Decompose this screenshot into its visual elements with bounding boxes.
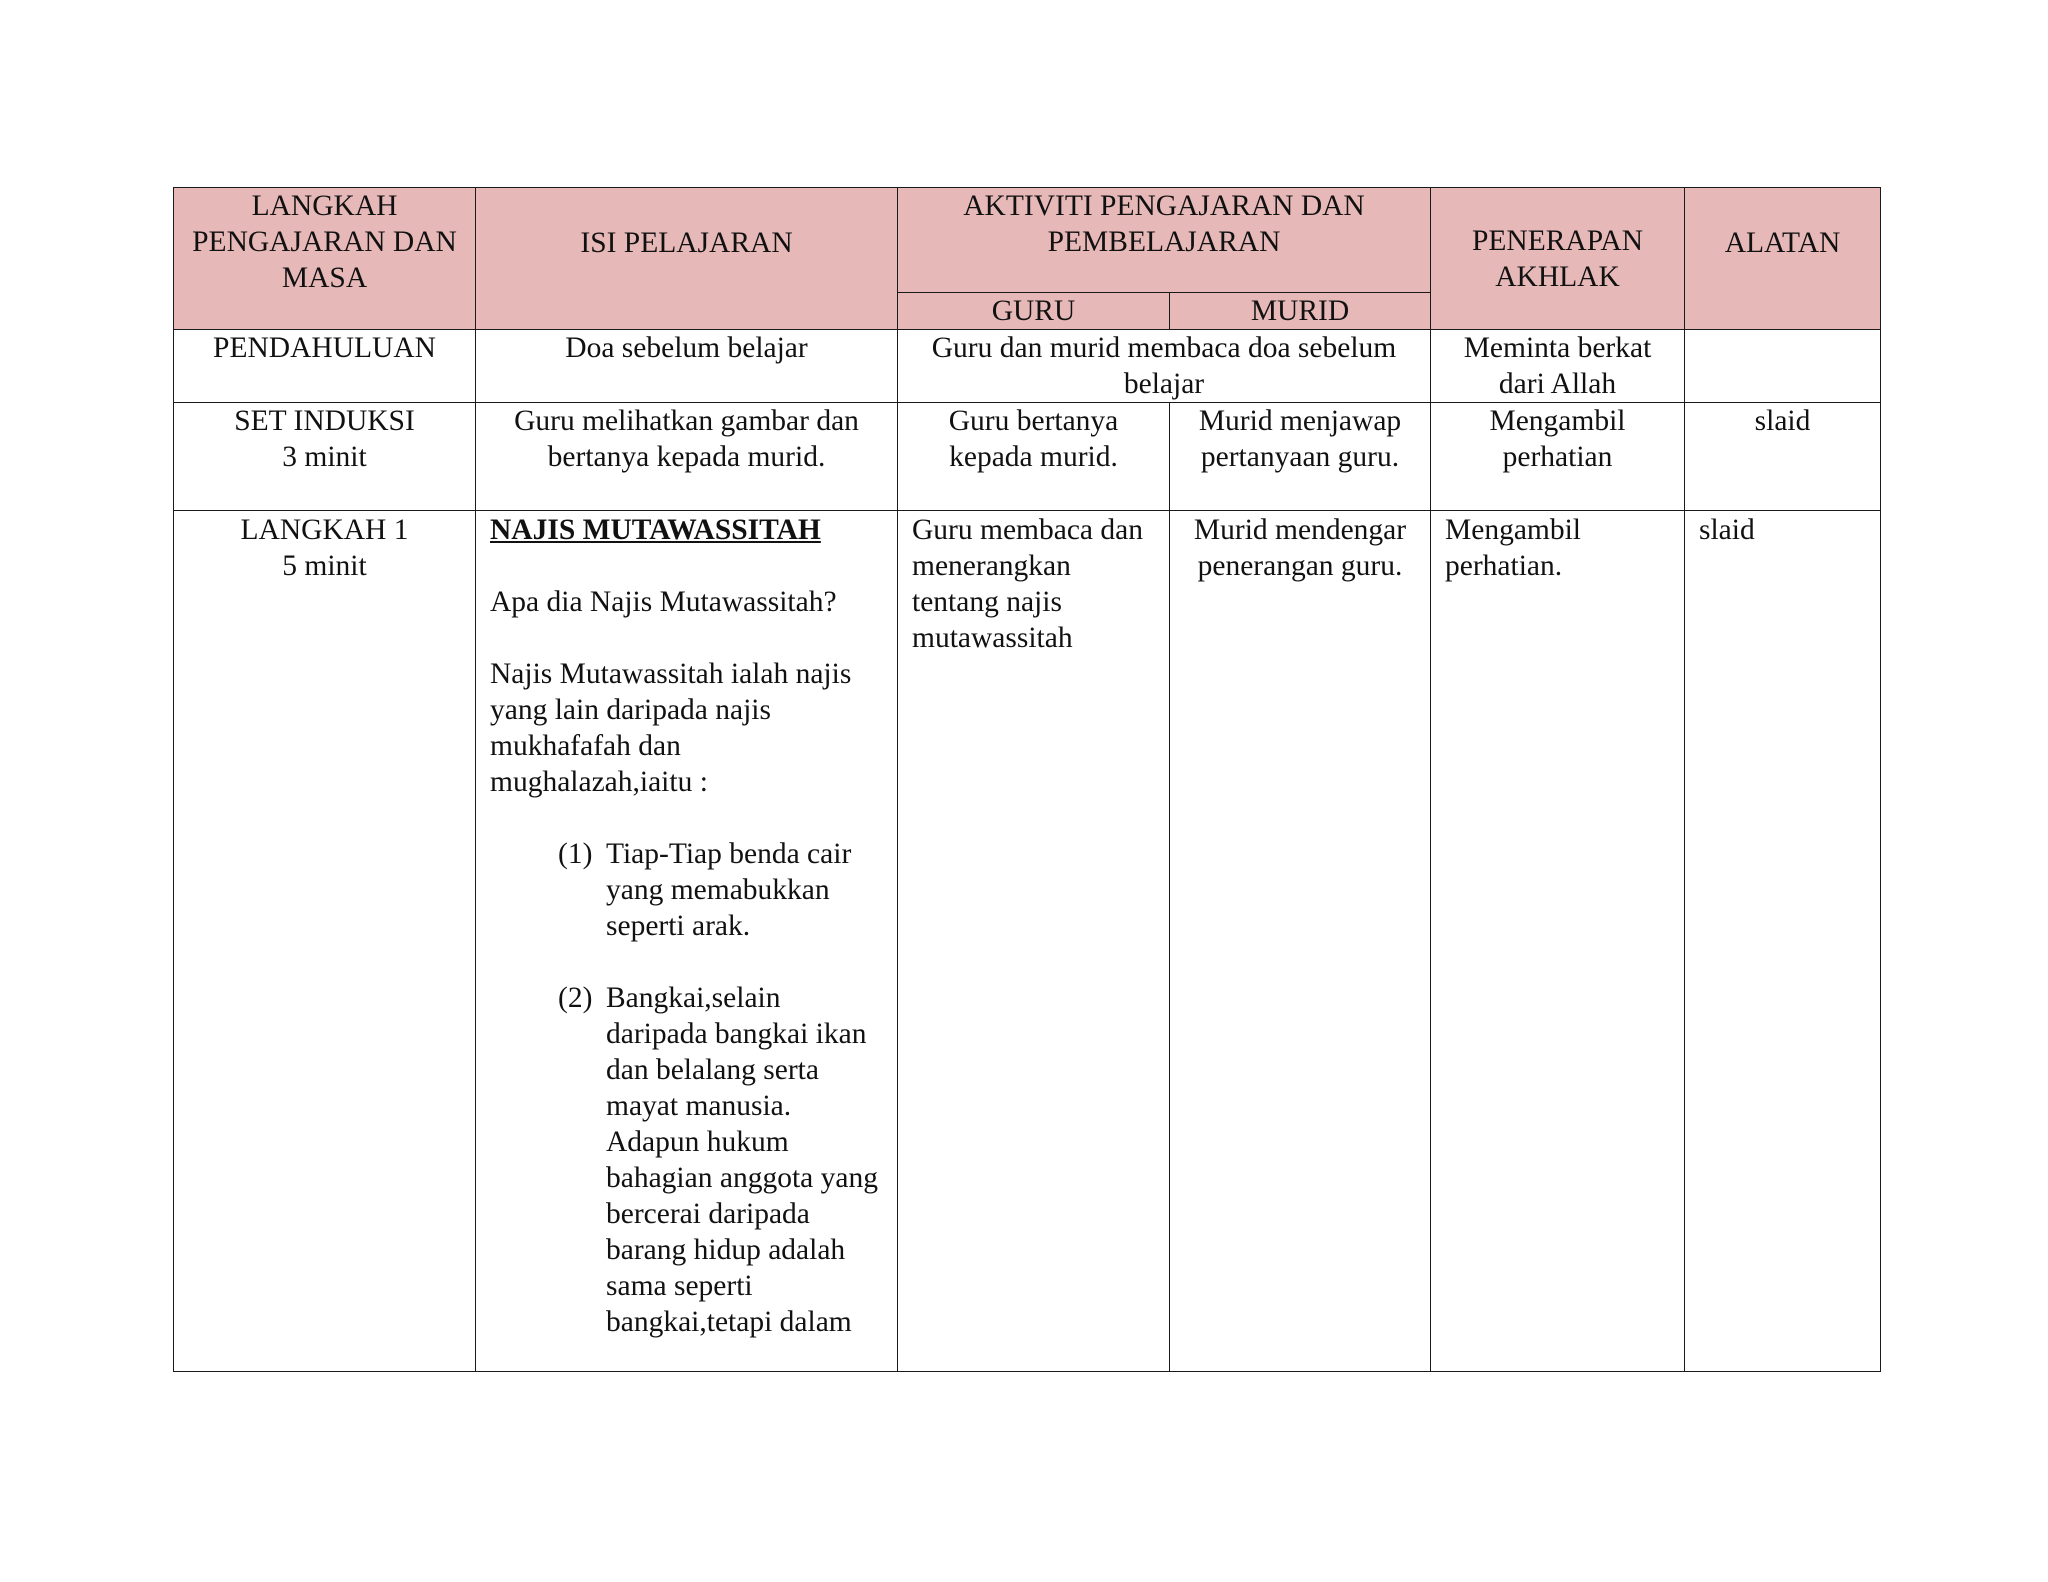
header-langkah [174, 188, 476, 330]
guru-text: Guru membaca dan menerangkan tentang najis mutawassitah [912, 514, 1143, 654]
cell-penerapan [1431, 403, 1685, 511]
cell-penerapan [1431, 330, 1685, 403]
header-isi [476, 188, 898, 330]
header-guru-text: GURU [991, 295, 1076, 327]
cell-langkah [174, 330, 476, 403]
topic-definition: Najis Mutawassitah ialah najis yang lain daripada najis mukhafafah dan mughalazah,iaitu : [490, 658, 852, 798]
guru-text: Guru bertanya kepada murid. [948, 405, 1119, 473]
header-aktiviti [898, 188, 1431, 293]
table-row-langkah-1 [174, 511, 1881, 1372]
header-penerapan-text: PENERAPAN AKHLAK [1471, 224, 1644, 293]
list-item-text: Bangkai,selain daripada bangkai ikan dan belalang serta mayat manusia. Adapun hukum bahagian anggota yang bercerai daripada barang hidup adalah sama seperti bangkai,tetapi dalam [606, 982, 878, 1338]
murid-text: Murid menjawap pertanyaan guru. [1198, 405, 1402, 473]
langkah-text: PENDAHULUAN [213, 332, 436, 364]
table-row-pendahuluan [174, 330, 1881, 403]
cell-aktiviti [898, 330, 1431, 403]
list-item-number: (1) [558, 838, 593, 870]
isi-text: Doa sebelum belajar [565, 332, 808, 364]
penerapan-text: Mengambil perhatian [1489, 405, 1626, 473]
header-aktiviti-text: AKTIVITI PENGAJARAN DAN PEMBELAJARAN [963, 190, 1365, 258]
header-penerapan [1431, 188, 1685, 330]
cell-isi [476, 403, 898, 511]
lesson-plan-table [173, 187, 1881, 1372]
header-guru [898, 293, 1170, 330]
header-row [174, 188, 1881, 293]
alatan-text: slaid [1754, 405, 1811, 437]
header-murid [1170, 293, 1431, 330]
langkah-text: LANGKAH 1 [240, 514, 409, 546]
langkah-text: SET INDUKSI [234, 405, 415, 437]
list-item-text: Tiap-Tiap benda cair yang memabukkan seperti arak. [606, 838, 852, 942]
aktiviti-text: Guru dan murid membaca doa sebelum belajar [931, 332, 1397, 400]
header-alatan-text: ALATAN [1724, 227, 1841, 259]
list-item-number: (2) [558, 982, 593, 1014]
header-alatan [1685, 188, 1881, 330]
topic-title: NAJIS MUTAWASSITAH [490, 514, 821, 546]
murid-text: Murid mendengar penerangan guru. [1193, 514, 1407, 582]
masa-text: 3 minit [282, 441, 367, 473]
alatan-text: slaid [1699, 514, 1755, 546]
list-item [558, 980, 885, 1340]
header-murid-text: MURID [1250, 295, 1350, 327]
cell-alatan [1685, 330, 1881, 403]
cell-isi [476, 511, 898, 1372]
cell-guru [898, 511, 1170, 1372]
header-isi-text: ISI PELAJARAN [580, 227, 793, 259]
cell-alatan [1685, 511, 1881, 1372]
penerapan-text: Meminta berkat dari Allah [1463, 332, 1652, 400]
list-item [558, 836, 885, 944]
header-langkah-text: LANGKAH PENGAJARAN DAN MASA [192, 190, 457, 294]
table-row-set-induksi [174, 403, 1881, 511]
topic-question: Apa dia Najis Mutawassitah? [490, 586, 837, 618]
cell-murid [1170, 403, 1431, 511]
cell-penerapan [1431, 511, 1685, 1372]
najis-list [490, 836, 885, 1340]
cell-isi [476, 330, 898, 403]
isi-text: Guru melihatkan gambar dan bertanya kepada murid. [514, 405, 859, 473]
penerapan-text: Mengambil perhatian. [1445, 514, 1582, 582]
masa-text: 5 minit [282, 550, 367, 582]
cell-murid [1170, 511, 1431, 1372]
cell-guru [898, 403, 1170, 511]
cell-alatan [1685, 403, 1881, 511]
cell-langkah [174, 403, 476, 511]
cell-langkah [174, 511, 476, 1372]
